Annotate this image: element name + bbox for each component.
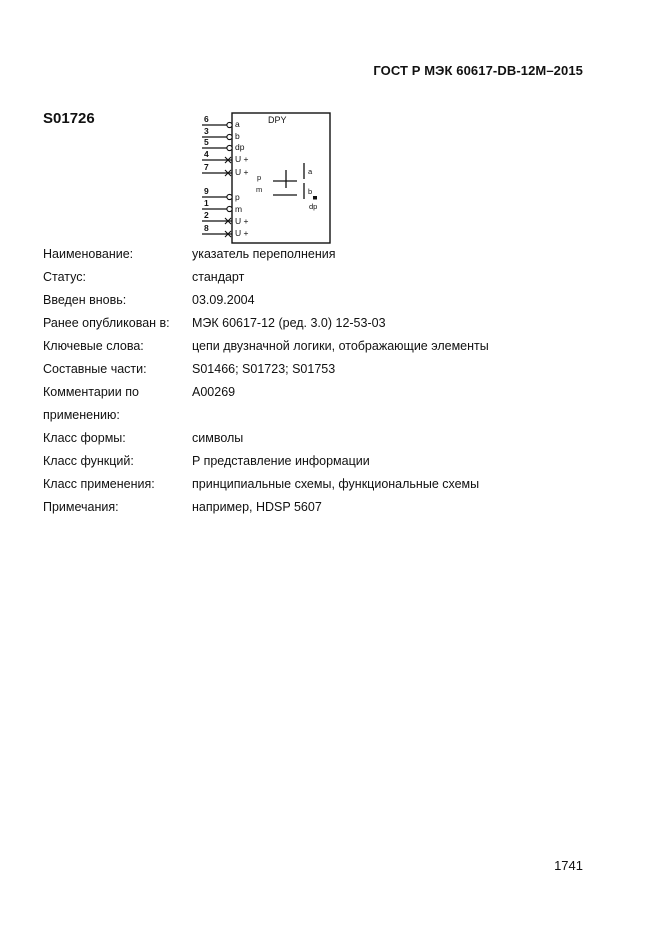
display-segment-symbol bbox=[256, 163, 317, 211]
field-row-status bbox=[43, 266, 603, 289]
field-label: Примечания: bbox=[43, 500, 119, 514]
field-value: МЭК 60617-12 (ред. 3.0) 12-53-03 bbox=[192, 316, 386, 330]
field-value: 03.09.2004 bbox=[192, 293, 255, 307]
field-row-application-notes-cont bbox=[43, 404, 603, 427]
field-row-form-class bbox=[43, 427, 603, 450]
field-value: цепи двузначной логики, отображающие элементы bbox=[192, 339, 489, 353]
field-label: Класс применения: bbox=[43, 477, 155, 491]
field-value: A00269 bbox=[192, 385, 236, 399]
pin-number: 2 bbox=[204, 210, 209, 220]
field-value: символы bbox=[192, 431, 244, 445]
document-header: ГОСТ Р МЭК 60617-DB-12M–2015 bbox=[373, 63, 583, 78]
pin-number: 1 bbox=[204, 198, 209, 208]
symbol-title: DPY bbox=[268, 115, 287, 125]
pin-label: a bbox=[235, 119, 240, 129]
segment-label-a: a bbox=[308, 167, 313, 176]
field-row-application-notes bbox=[43, 381, 603, 404]
pin-label: U + bbox=[235, 167, 249, 177]
segment-label-b: b bbox=[308, 187, 313, 196]
field-value bbox=[192, 404, 603, 427]
field-value: принципиальные схемы, функциональные схемы bbox=[192, 477, 480, 491]
field-row-application-class bbox=[43, 473, 603, 496]
field-label: Класс функций: bbox=[43, 454, 134, 468]
field-row-notes bbox=[43, 496, 603, 519]
field-label: Комментарии по bbox=[43, 385, 139, 399]
dpy-symbol-diagram bbox=[198, 110, 338, 245]
field-value: например, HDSP 5607 bbox=[192, 500, 322, 514]
segment-label-m: m bbox=[256, 185, 263, 194]
pin-number: 6 bbox=[204, 114, 209, 124]
field-label: применению: bbox=[43, 408, 120, 422]
field-value: указатель переполнения bbox=[192, 247, 336, 261]
input-row-5 bbox=[202, 162, 249, 177]
symbol-code: S01726 bbox=[43, 110, 95, 127]
field-row-components bbox=[43, 358, 603, 381]
field-row-introduced bbox=[43, 289, 603, 312]
pin-number: 7 bbox=[204, 162, 209, 172]
segment-label-p: p bbox=[257, 173, 262, 182]
field-row-previously-published bbox=[43, 312, 603, 335]
field-value: P представление информации bbox=[192, 454, 370, 468]
pin-label: m bbox=[235, 204, 243, 214]
segment-label-dp: dp bbox=[309, 202, 318, 211]
field-label: Составные части: bbox=[43, 362, 147, 376]
pin-label: U + bbox=[235, 154, 249, 164]
field-label: Статус: bbox=[43, 270, 86, 284]
pin-label: p bbox=[235, 192, 240, 202]
pin-label: dp bbox=[235, 142, 245, 152]
field-label: Класс формы: bbox=[43, 431, 126, 445]
pin-number: 3 bbox=[204, 126, 209, 136]
field-label: Ключевые слова: bbox=[43, 339, 144, 353]
field-value: стандарт bbox=[192, 270, 245, 284]
field-row-keywords bbox=[43, 335, 603, 358]
field-label: Ранее опубликован в: bbox=[43, 316, 170, 330]
field-row-function-class bbox=[43, 450, 603, 473]
pin-number: 5 bbox=[204, 137, 209, 147]
pin-label: U + bbox=[235, 216, 249, 226]
pin-label: U + bbox=[235, 228, 249, 238]
field-value: S01466; S01723; S01753 bbox=[192, 362, 336, 376]
field-label: Введен вновь: bbox=[43, 293, 127, 307]
page-number: 1741 bbox=[554, 858, 583, 873]
pin-number: 4 bbox=[204, 149, 209, 159]
field-row-name bbox=[43, 243, 603, 266]
pin-number: 9 bbox=[204, 186, 209, 196]
field-label: Наименование: bbox=[43, 247, 134, 261]
attribute-table bbox=[43, 243, 603, 519]
pin-number: 8 bbox=[204, 223, 209, 233]
pin-label: b bbox=[235, 131, 240, 141]
